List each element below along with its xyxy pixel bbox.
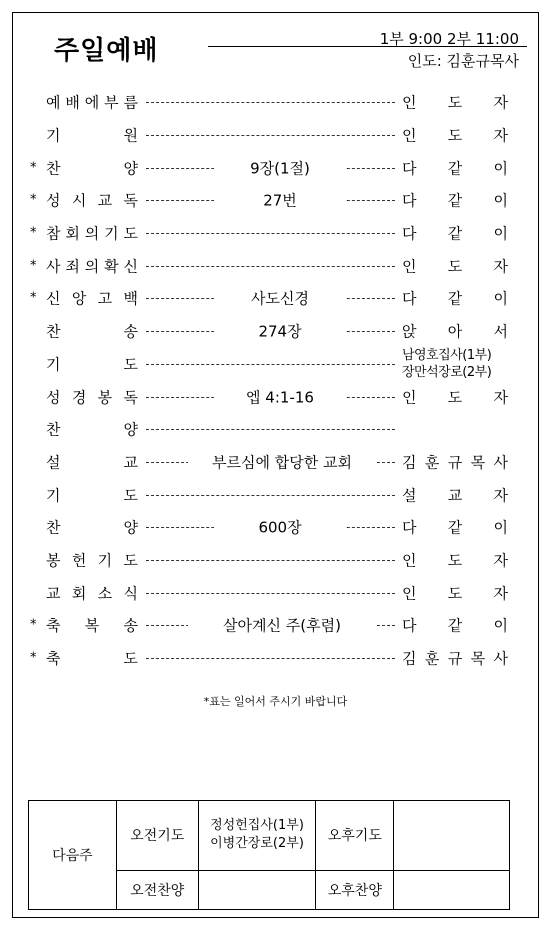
next-week-table xyxy=(28,800,510,910)
order-item-label: 설 교 xyxy=(46,453,138,472)
order-item-person: 다 같 이 xyxy=(402,616,508,635)
order-item-person: 인 도 자 xyxy=(402,257,508,276)
order-row xyxy=(0,282,551,315)
leader-line xyxy=(146,495,395,496)
afternoon-prayer-label: 오후기도 xyxy=(316,801,394,871)
order-item-label: 찬 양 xyxy=(46,159,138,178)
order-item-person: 인 도 자 xyxy=(402,551,508,570)
order-item-person: 김 훈 규 목 사 xyxy=(402,453,508,472)
order-row xyxy=(0,642,551,675)
order-item-label: 성 시 교 독 xyxy=(46,191,138,210)
order-item-label: 교 회 소 식 xyxy=(46,584,138,603)
order-item-detail: 274장 xyxy=(214,321,346,342)
order-item-label: 봉 헌 기 도 xyxy=(46,551,138,570)
order-item-label: 찬 송 xyxy=(46,322,138,341)
order-item-detail: 부르심에 합당한 교회 xyxy=(188,451,376,472)
order-row xyxy=(0,413,551,446)
order-item-detail: 600장 xyxy=(214,517,346,538)
order-row xyxy=(0,119,551,152)
order-item-person: 김 훈 규 목 사 xyxy=(402,649,508,668)
leader-line xyxy=(146,593,395,594)
order-item-detail: 9장(1절) xyxy=(214,157,346,178)
service-leader: 인도: 김훈규목사 xyxy=(407,52,519,70)
order-item-label: 사 죄 의 확 신 xyxy=(46,257,138,276)
order-item-person: 인 도 자 xyxy=(402,584,508,603)
order-item-person: 인 도 자 xyxy=(402,388,508,407)
header-divider xyxy=(208,46,527,47)
order-row xyxy=(0,86,551,119)
order-row xyxy=(0,478,551,511)
order-row xyxy=(0,184,551,217)
order-item-person: 다 같 이 xyxy=(402,224,508,243)
order-item-label: 찬 양 xyxy=(46,518,138,537)
order-item-detail: 엡 4:1-16 xyxy=(214,386,346,407)
order-item-person: 다 같 이 xyxy=(402,191,508,210)
leader-line xyxy=(146,102,395,103)
order-item-label: 찬 양 xyxy=(46,420,138,439)
standing-note: *표는 일어서 주시기 바랍니다 xyxy=(203,695,348,708)
standing-mark: * xyxy=(30,225,37,241)
standing-mark: * xyxy=(30,650,37,666)
leader-line xyxy=(146,364,395,365)
order-item-person: 앉 아 서 xyxy=(402,322,508,341)
order-row xyxy=(0,446,551,479)
order-row xyxy=(0,348,551,381)
order-item-label: 축 복 송 xyxy=(46,616,138,635)
order-item-person: 설 교 자 xyxy=(402,486,508,505)
standing-mark: * xyxy=(30,617,37,633)
service-times: 1부 9:00 2부 11:00 xyxy=(379,30,519,48)
afternoon-praise-value xyxy=(394,870,510,909)
afternoon-prayer-value xyxy=(394,801,510,871)
order-of-worship xyxy=(0,86,551,674)
order-row xyxy=(0,544,551,577)
order-item-person: 남영호집사(1부) 장만석장로(2부) xyxy=(402,347,492,380)
leader-line xyxy=(146,658,395,659)
page-title: 주일예배 xyxy=(54,36,159,66)
leader-line xyxy=(146,135,395,136)
order-row xyxy=(0,151,551,184)
order-row xyxy=(0,249,551,282)
order-item-person: 인 도 자 xyxy=(402,93,508,112)
order-item-detail: 살아계신 주(후렴) xyxy=(188,615,376,636)
order-row xyxy=(0,380,551,413)
order-item-label: 신 앙 고 백 xyxy=(46,289,138,308)
order-item-label: 참 회 의 기 도 xyxy=(46,224,138,243)
order-item-label: 기 원 xyxy=(46,126,138,145)
order-item-detail: 사도신경 xyxy=(214,288,346,309)
afternoon-praise-label: 오후찬양 xyxy=(316,870,394,909)
leader-line xyxy=(146,560,395,561)
order-row xyxy=(0,609,551,642)
order-item-detail: 27번 xyxy=(214,190,346,211)
morning-praise-value xyxy=(198,870,316,909)
order-row xyxy=(0,217,551,250)
order-item-label: 기 도 xyxy=(46,355,138,374)
morning-prayer-value: 정성헌집사(1부) 이병간장로(2부) xyxy=(198,801,316,871)
standing-mark: * xyxy=(30,290,37,306)
standing-mark: * xyxy=(30,192,37,208)
order-item-person: 다 같 이 xyxy=(402,159,508,178)
morning-praise-label: 오전찬양 xyxy=(116,870,198,909)
order-item-label: 축 도 xyxy=(46,649,138,668)
next-week-heading: 다음주 xyxy=(29,801,117,910)
order-item-label: 성 경 봉 독 xyxy=(46,388,138,407)
order-item-person: 다 같 이 xyxy=(402,518,508,537)
order-row xyxy=(0,315,551,348)
order-item-person: 다 같 이 xyxy=(402,289,508,308)
order-item-label: 기 도 xyxy=(46,486,138,505)
order-row xyxy=(0,576,551,609)
order-item-label: 예 배 에 부 름 xyxy=(46,93,138,112)
morning-prayer-label: 오전기도 xyxy=(116,801,198,871)
order-row xyxy=(0,511,551,544)
leader-line xyxy=(146,429,395,430)
standing-mark: * xyxy=(30,258,37,274)
order-item-person: 인 도 자 xyxy=(402,126,508,145)
standing-mark: * xyxy=(30,160,37,176)
leader-line xyxy=(146,266,395,267)
leader-line xyxy=(146,233,395,234)
